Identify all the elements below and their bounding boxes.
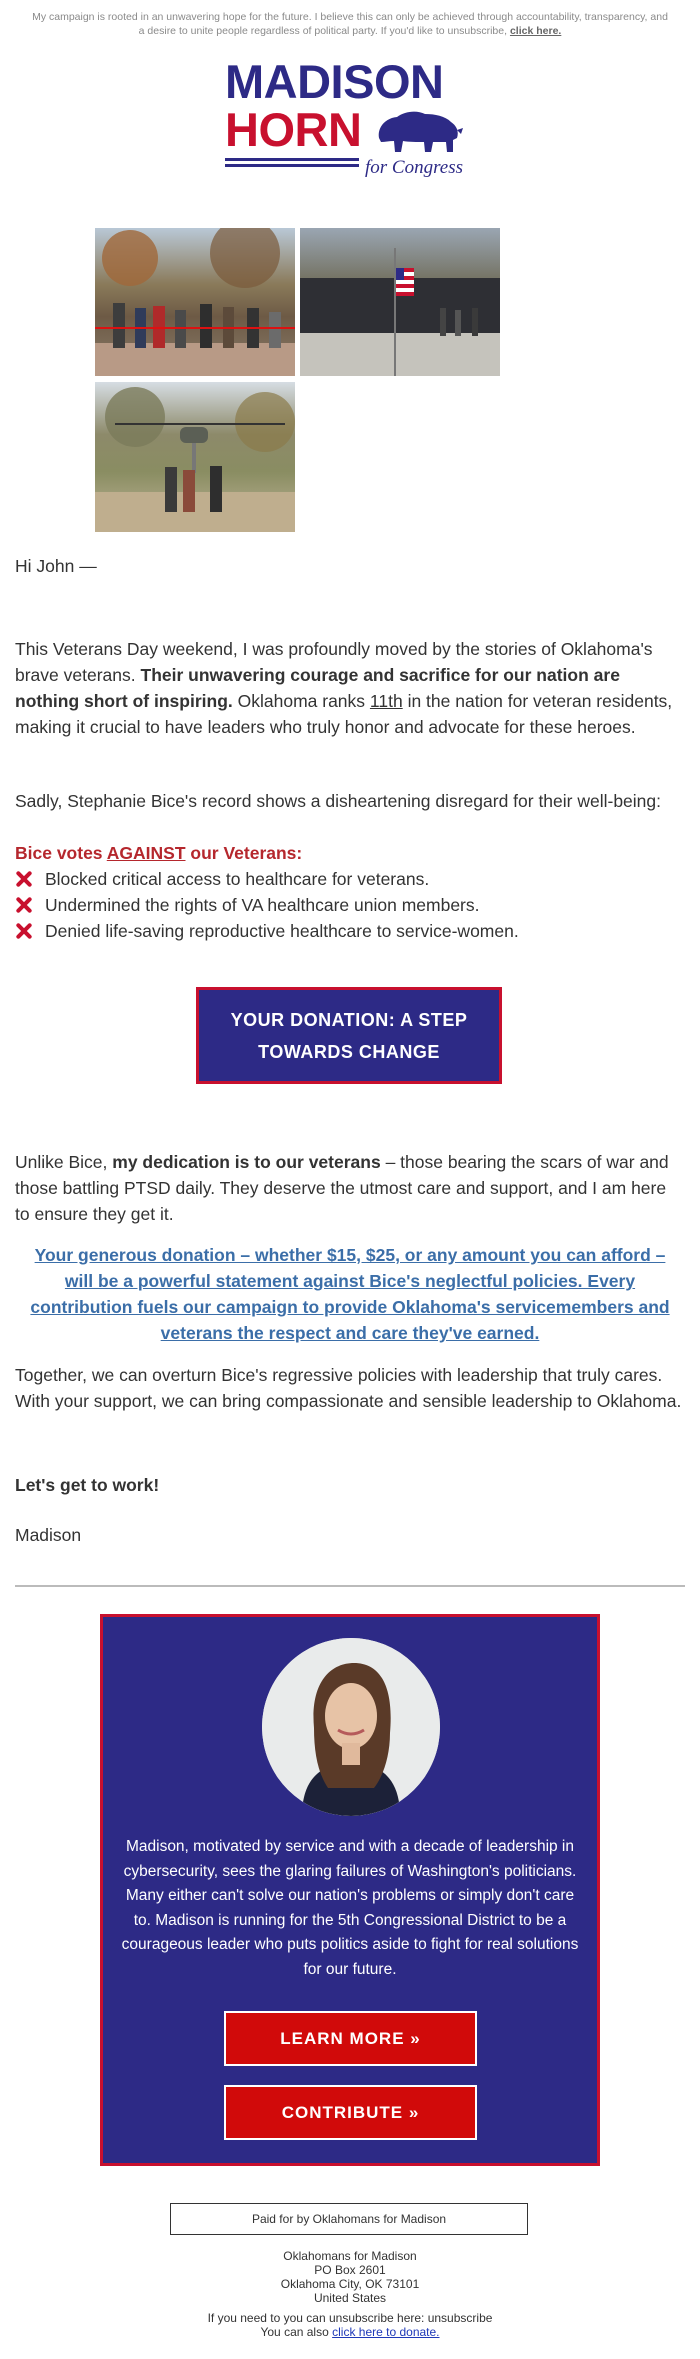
preheader-text: My campaign is rooted in an unwavering hope for the future. I believe this can only be achieved through accountability, transparency, and a desire to unite people regardless of political party. If you'd like to unsubscribe, [32,11,668,37]
intro-paragraph [15,636,685,740]
donate-button-label: YOUR DONATION: A STEP TOWARDS CHANGE [230,1009,468,1062]
dedication-text-2: – those bearing the scars of war and those battling PTSD daily. They deserve the utmost care and support, and I am here to ensure they get it. [15,1152,669,1224]
learn-more-button[interactable]: LEARN MORE » [224,2011,477,2066]
divider [15,1585,685,1587]
mailing-address [150,2249,550,2305]
footer-donate-text: You can also [260,2325,329,2339]
footer-links [150,2311,550,2339]
footer-unsubscribe[interactable]: If you need to you can unsubscribe here: unsubscribe [207,2311,493,2325]
record-paragraph: Sadly, Stephanie Bice's record shows a disheartening disregard for their well-being: [15,791,662,811]
donation-cta-link[interactable]: Your generous donation – whether $15, $25, or any amount you can afford – will be a powerful statement against Bice's neglectful policies. Every contribution fuels our campaign to provide Oklahoma's servicemembers and veterans the respect and care they've earned. [30,1245,670,1343]
rank-link[interactable]: 11th [369,691,403,711]
vote-item [15,892,685,918]
footer-donate-link[interactable]: click here to donate. [332,2325,440,2339]
bio-text: Madison, motivated by service and with a decade of leadership in cybersecurity, sees the glaring failures of Washington's politicians. Many either can't solve our nation's problems or simply don't care to. Madison is running for the 5th Congressional District to be a courageous leader who puts politics aside to fight for real solutions for our future. [121,1838,579,1978]
photo-ribbon-cutting [95,228,295,376]
vote-item [15,866,685,892]
vote-item-text: Blocked critical access to healthcare for veterans. [45,869,430,889]
vote-item [15,918,685,944]
dedication-bold: my dedication is to our veterans [112,1152,381,1172]
campaign-logo [225,55,485,183]
intro-text-3: in the nation for veteran residents, making it crucial to have leaders who truly honor and advocate for these heroes. [15,691,673,737]
avatar [262,1638,440,1816]
dedication-paragraph [15,1149,685,1227]
photo-veterans-memorial [300,228,500,376]
intro-bold: Their unwavering courage and sacrifice for our nation are nothing short of inspiring. [15,665,620,711]
unsubscribe-link[interactable]: click here. [509,25,562,37]
logo-line-horn: HORN [225,103,362,156]
votes-list [15,840,685,944]
vote-item-text: Denied life-saving reproductive healthcare to service-women. [45,921,519,941]
x-mark-icon [15,922,33,940]
intro-text: This Veterans Day weekend, I was profoundly moved by the stories of Oklahoma's brave veterans. [15,639,653,685]
votes-heading-against: AGAINST [106,843,186,863]
photo-helicopter-memorial [95,382,295,532]
vote-item-text: Undermined the rights of VA healthcare union members. [45,895,480,915]
paid-for-disclaimer: Paid for by Oklahomans for Madison [170,2203,528,2235]
address-line: Oklahoma City, OK 73101 [280,2277,420,2291]
x-mark-icon [15,870,33,888]
x-mark-icon [15,896,33,914]
logo-tagline: for Congress [365,157,464,178]
signoff: Let's get to work! [15,1475,160,1495]
votes-heading-b: our Veterans: [190,843,303,863]
greeting: Hi John — [15,556,97,576]
bison-icon [373,108,463,156]
together-paragraph: Together, we can overturn Bice's regressive policies with leadership that truly cares. With your support, we can bring compassionate and sensible leadership to Oklahoma. [15,1365,682,1411]
footer-donate-line [150,2325,550,2339]
signature: Madison [15,1525,82,1545]
address-line: United States [313,2291,387,2305]
votes-heading [15,840,685,866]
address-line: PO Box 2601 [314,2263,386,2277]
dedication-text: Unlike Bice, [15,1152,108,1172]
donate-button[interactable] [196,987,502,1084]
logo-rule-top [225,158,359,161]
logo-line-madison: MADISON [225,55,444,108]
votes-heading-a: Bice votes [15,843,103,863]
address-line: Oklahomans for Madison [283,2249,417,2263]
preheader [30,10,670,38]
bio-card [100,1614,600,2166]
contribute-button[interactable]: CONTRIBUTE » [224,2085,477,2140]
intro-text-2: Oklahoma ranks [237,691,366,711]
logo-rule-bottom [225,164,359,167]
